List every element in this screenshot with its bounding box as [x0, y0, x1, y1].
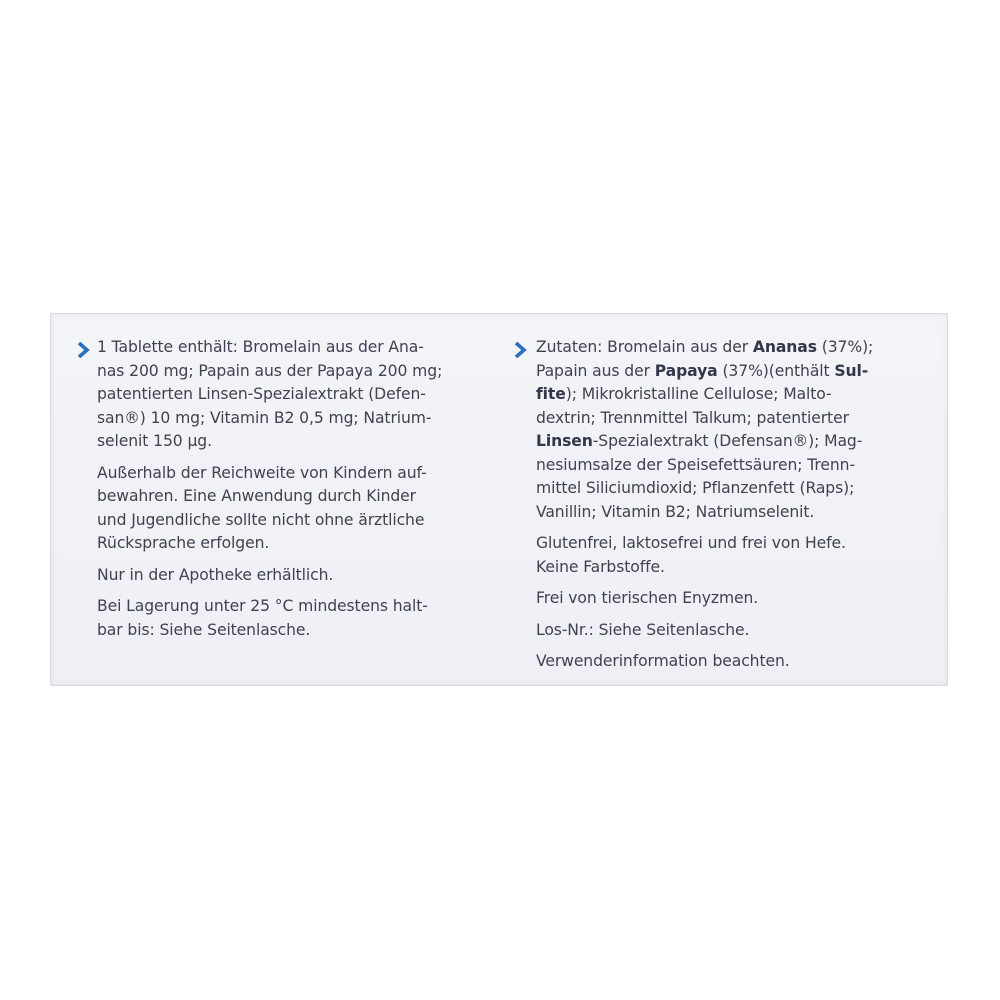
text-line: bar bis: Siehe Seitenlasche.	[97, 620, 311, 639]
allergen-papaya: Papaya	[654, 361, 718, 380]
text-line: Linsen-Spezialextrakt (Defensan®); Mag-	[536, 432, 863, 450]
allergen-sulfite: Sul-	[834, 361, 869, 380]
text-line: san®) 10 mg; Vitamin B2 0,5 mg; Natrium-	[97, 408, 432, 427]
allergen-sulfite-cont: fite	[536, 385, 566, 403]
text-line: Frei von tierischen Enyzmen.	[536, 589, 759, 607]
text-line: bewahren. Eine Anwendung durch Kinder	[97, 487, 416, 505]
composition-paragraph	[97, 336, 497, 454]
chevron-right-icon	[75, 342, 91, 358]
chevron-right-icon	[512, 342, 528, 358]
text-line: Nur in der Apotheke erhältlich.	[97, 565, 334, 584]
text-line: nesiumsalze der Speisefettsäuren; Trenn-	[536, 455, 855, 474]
right-column	[536, 336, 916, 682]
text-line: Glutenfrei, laktosefrei und frei von Hefe.	[536, 534, 846, 552]
text-line: Papain aus der Papaya (37%)(enthält Sul-	[536, 361, 869, 380]
text-line: mittel Siliciumdioxid; Pflanzenfett (Raps);	[536, 479, 855, 497]
ingredients-paragraph	[536, 336, 916, 524]
text-line: Bei Lagerung unter 25 °C mindestens halt-	[97, 597, 428, 615]
text-line: selenit 150 µg.	[97, 432, 212, 450]
lot-paragraph	[536, 619, 916, 643]
text-line: nas 200 mg; Papain aus der Papaya 200 mg;	[97, 361, 443, 380]
text-line: patentierten Linsen-Spezialextrakt (Defen-	[97, 385, 426, 403]
text-line: Rücksprache erfolgen.	[97, 534, 270, 552]
enzymes-paragraph	[536, 587, 916, 611]
text-line: dextrin; Trennmittel Talkum; patentierter	[536, 408, 849, 427]
text-line: 1 Tablette enthält: Bromelain aus der Ana-	[97, 338, 424, 356]
package-label-panel	[50, 313, 948, 686]
text-line: Außerhalb der Reichweite von Kindern auf-	[97, 463, 427, 482]
left-column	[97, 336, 497, 650]
text-line: Vanillin; Vitamin B2; Natriumselenit.	[536, 502, 815, 521]
text-line: Zutaten: Bromelain aus der Ananas (37%);	[536, 338, 874, 356]
text-line: und Jugendliche sollte nicht ohne ärztliche	[97, 510, 425, 529]
text-line: Los-Nr.: Siehe Seitenlasche.	[536, 620, 750, 639]
text-line: fite); Mikrokristalline Cellulose; Malto-	[536, 385, 832, 403]
allergen-linsen: Linsen	[536, 432, 593, 450]
gluten-paragraph	[536, 532, 916, 579]
allergen-ananas: Ananas	[752, 338, 817, 356]
text-line: Keine Farbstoffe.	[536, 557, 665, 576]
user-info-paragraph	[536, 650, 916, 674]
warning-paragraph	[97, 462, 497, 556]
storage-paragraph	[97, 595, 497, 642]
text-line: Verwenderinformation beachten.	[536, 652, 790, 670]
pharmacy-paragraph	[97, 564, 497, 588]
